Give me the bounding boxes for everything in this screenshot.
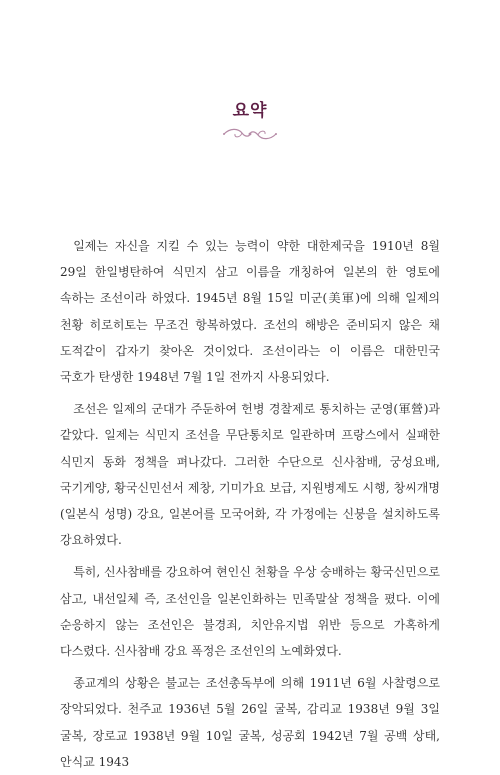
- swirl-ornament-icon: [218, 126, 282, 142]
- paragraph-4: 종교계의 상황은 불교는 조선총독부에 의해 1911년 6월 사찰령으로 장악되었다. 천주교 1936년 5월 26일 굴복, 감리교 1938년 9월 3일 굴복, 장로교 1938년 9월 10일 굴복, 성공회 1942년 7월 공백 상태, 안식교 1943: [60, 676, 440, 769]
- paragraph-2: 조선은 일제의 군대가 주둔하여 헌병 경찰제로 통치하는 군영(軍營)과 같았다. 일제는 식민지 조선을 무단통치로 일관하며 프랑스에서 실패한 식민지 동화 정책을 펴나갔다. 그러한 수단으로 신사참배, 궁성요배, 국기게양, 황국신민선서 제창, 기미가요 보급, 지원병제도 시행, 창씨개명(일본식 성명) 강요, 일본어를 모국어화, 각 가정에는 신붕을 설치하도록 강요하였다.: [60, 402, 440, 548]
- summary-body: [60, 233, 440, 775]
- paragraph-3: 특히, 신사참배를 강요하여 현인신 천황을 우상 숭배하는 황국신민으로 삼고, 내선일체 즉, 조선인을 일본인화하는 민족말살 정책을 폈다. 이에 순응하지 않는 조선인은 불경죄, 치안유지법 위반 등으로 가혹하게 다스렸다. 신사참배 강요 폭정은 조선인의 노예화였다.: [60, 565, 440, 659]
- page-title: 요약: [232, 101, 268, 121]
- paragraph-1: 일제는 자신을 지킬 수 있는 능력이 약한 대한제국을 1910년 8월 29일 한일병탄하여 식민지 삼고 이름을 개칭하여 일본의 한 영토에 속하는 조선이라 하였다. 1945년 8월 15일 미군(美軍)에 의해 일제의 천황 히로히토는 무조건 항복하였다. 조선의 해방은 준비되지 않은 채 도적같이 갑자기 찾아온 것이었다. 조선이라는 이 이름은 대한민국 국호가 탄생한 1948년 7월 1일 전까지 사용되었다.: [60, 239, 440, 385]
